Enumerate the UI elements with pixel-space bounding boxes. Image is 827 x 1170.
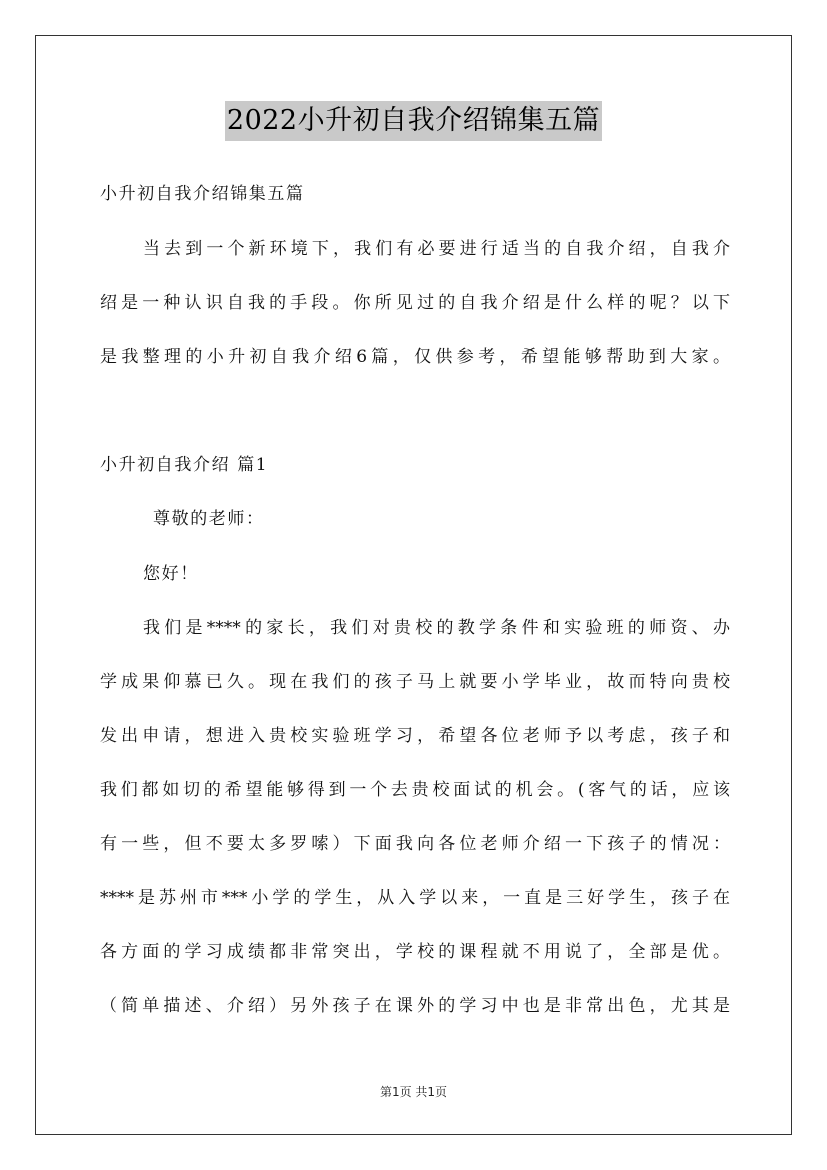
subtitle-line: 小升初自我介绍锦集五篇	[100, 184, 305, 204]
paragraph-line: 是我整理的小升初自我介绍6篇，仅供参考，希望能够帮助到大家。	[100, 347, 730, 367]
paragraph-line: （简单描述、介绍）另外孩子在课外的学习中也是非常出色，尤其是	[100, 996, 730, 1016]
paragraph-line: 有一些，但不要太多罗嗦）下面我向各位老师介绍一下孩子的情况：	[100, 834, 730, 854]
salutation-line: 尊敬的老师：	[153, 509, 265, 529]
paragraph-line: ****是苏州市***小学的学生，从入学以来，一直是三好学生，孩子在	[100, 888, 730, 908]
paragraph-line: 当去到一个新环境下，我们有必要进行适当的自我介绍，自我介	[143, 239, 730, 259]
paragraph-line: 学成果仰慕已久。现在我们的孩子马上就要小学毕业，故而特向贵校	[100, 672, 730, 692]
document-title: 2022小升初自我介绍锦集五篇	[225, 101, 602, 141]
paragraph-line: 各方面的学习成绩都非常突出，学校的课程就不用说了，全部是优。	[100, 942, 730, 962]
paragraph-line: 绍是一种认识自我的手段。你所见过的自我介绍是什么样的呢？以下	[100, 293, 730, 313]
title-container	[0, 101, 827, 141]
paragraph-line: 我们都如切的希望能够得到一个去贵校面试的机会。(客气的话，应该	[100, 780, 730, 800]
paragraph-line: 我们是****的家长，我们对贵校的教学条件和实验班的师资、办	[143, 618, 730, 638]
section-heading: 小升初自我介绍 篇1	[100, 455, 269, 475]
paragraph-line: 发出申请，想进入贵校实验班学习，希望各位老师予以考虑，孩子和	[100, 726, 730, 746]
greeting-line: 您好！	[143, 564, 199, 584]
page-footer: 第1页 共1页	[379, 1085, 448, 1099]
